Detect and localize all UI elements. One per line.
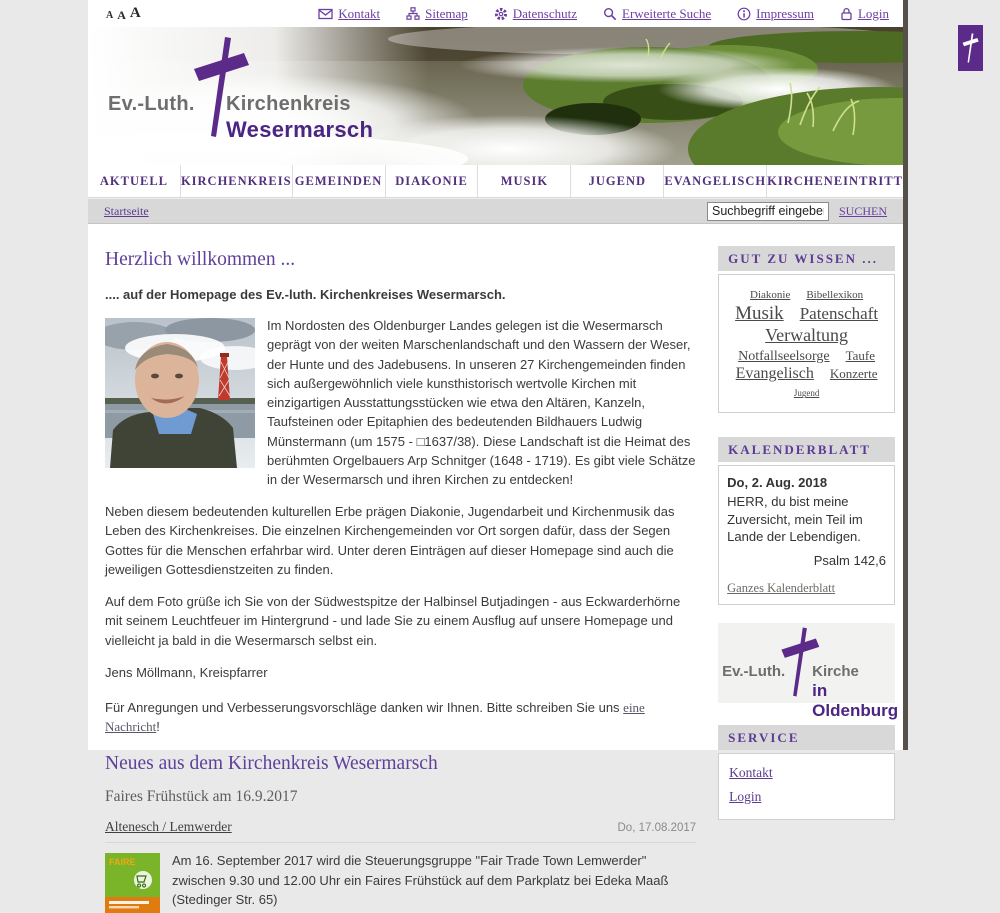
tag-diakonie[interactable]: Diakonie (750, 289, 791, 301)
oldenburg-logo[interactable] (718, 623, 899, 721)
gut-zu-wissen-widget (718, 246, 895, 413)
erweiterte-suche-link[interactable]: Erweiterte Suche (603, 6, 711, 22)
datenschutz-link[interactable]: Datenschutz (494, 6, 577, 22)
intro-paragraph-3: Auf dem Foto grüße ich Sie von der Südwestspitze der Halbinsel Butjadingen - aus Eckwarderhörne mit seinem Leuchtfeuer im Hintergrund - und lade Sie zu einem Ausflug auf unsere Homepage und vielleicht ja bald in die Wesermarsch selbst ein. (105, 594, 681, 648)
site-page (88, 0, 908, 907)
logo-prefix: Ev.-Luth. (108, 93, 195, 115)
service-widget (718, 725, 895, 819)
main-nav (88, 165, 903, 198)
kalenderblatt-verse: HERR, du bist meine Zuversicht, mein Teil im Lande der Lebendigen. (727, 494, 863, 545)
tag-jugend[interactable]: Jugend (793, 388, 820, 399)
site-logo[interactable] (106, 33, 386, 159)
gut-zu-wissen-title: GUT ZU WISSEN ... (718, 246, 895, 271)
news-item-meta (105, 817, 696, 843)
kalenderblatt-reference: Psalm 142,6 (813, 552, 886, 568)
font-size-large[interactable]: A (129, 5, 141, 21)
font-size-medium[interactable]: A (117, 8, 126, 22)
gear-icon (494, 7, 508, 21)
tag-patenschaft[interactable]: Patenschaft (799, 304, 879, 324)
sitemap-link[interactable]: Sitemap (406, 6, 468, 22)
lock-icon (840, 7, 853, 21)
right-sidebar (718, 246, 899, 913)
service-kontakt-link[interactable]: Kontakt (729, 765, 773, 781)
kalenderblatt-date: Do, 2. Aug. 2018 (727, 474, 828, 490)
tag-notfallseelsorge[interactable]: Notfallseelsorge (738, 348, 830, 364)
quick-access-badge[interactable] (958, 25, 983, 71)
nav-item-kircheneintritt[interactable]: KIRCHENEINTRITT (766, 165, 903, 197)
top-links (318, 6, 889, 22)
kalenderblatt-widget (718, 437, 895, 606)
nachricht-link[interactable]: eine Nachricht (105, 700, 645, 735)
content-area (88, 224, 903, 913)
font-size-small[interactable]: A (106, 10, 114, 21)
site-header (88, 27, 903, 165)
signature: Jens Möllmann, Kreispfarrer (105, 664, 268, 680)
tag-taufe[interactable]: Taufe (845, 347, 876, 363)
cross-icon (962, 32, 979, 64)
kontakt-link[interactable]: Kontakt (318, 6, 380, 22)
envelope-icon (318, 8, 333, 20)
info-icon (737, 7, 751, 21)
logo-line1: Kirchenkreis (226, 93, 351, 115)
news-item-headline: Faires Frühstück am 16.9.2017 (105, 788, 298, 806)
search-icon (603, 7, 617, 21)
tag-musik[interactable]: Musik (735, 303, 784, 325)
top-bar (88, 0, 903, 27)
tag-cloud (718, 274, 895, 413)
tag-bibellexikon[interactable]: Bibellexikon (806, 289, 864, 301)
oldenburg-logo-prefix: Ev.-Luth. (722, 663, 786, 681)
ganzes-kalenderblatt-link[interactable]: Ganzes Kalenderblatt (727, 580, 836, 595)
page-title: Herzlich willkommen ... (105, 249, 296, 270)
main-column (105, 246, 696, 913)
kreispfarrer-photo (105, 318, 255, 468)
nav-item-diakonie[interactable]: DIAKONIE (385, 165, 478, 197)
font-size-switcher (106, 6, 141, 21)
intro-paragraph-1: Im Nordosten des Oldenburger Landes gelegen ist die Wesermarsch geprägt von der weiten Marschenlandschaft und den Wassern der Weser, der Hunte und des Jadebusens. In unseren 27 Kirchengemeinden finden sich außergewöhnlich viele kunsthistorisch wertvolle Kirchen mit einzigartigen Ausstattungsstücken wie etwa den Altären, Kanzeln, Taufsteinen oder Epitaphien des bedeutenden Bildhauers Ludwig Münstermann (um 1575 - □1637/38). Diese Landschaft ist die Heimat des berühmten Orgelbauers Arp Schnitger (1648 - 1719). Es gibt viele Schätze in der Wesermarsch und ihren Kirchen zu entdecken! (267, 318, 696, 487)
impressum-link[interactable]: Impressum (737, 6, 814, 22)
service-title: SERVICE (718, 725, 895, 750)
news-date: Do, 17.08.2017 (617, 822, 697, 835)
nav-item-evangelisch[interactable]: EVANGELISCH (663, 165, 766, 197)
oldenburg-logo-line2: in Oldenburg (812, 681, 899, 721)
intro-paragraph-2: Neben diesem bedeutenden kulturellen Erbe prägen Diakonie, Jugendarbeit und Kirchenmusik das Leben des Kirchenkreises. Die einzelnen Kirchengemeinden vor Ort sorgen dafür, dass der Segen Gottes für die Menschen erfahrbar wird. Unter deren Einträgen auf dieser Homepage sind auch die jeweiligen Gottesdienstzeiten zu finden. (105, 504, 675, 577)
search-submit-link[interactable]: SUCHEN (838, 203, 887, 218)
breadcrumb-home-link[interactable]: Startseite (104, 203, 149, 218)
feedback-line: Für Anregungen und Verbesserungsvorschläge danken wir Ihnen. Bitte schreiben Sie uns eine Nachricht! (105, 700, 645, 735)
nav-item-aktuell[interactable]: AKTUELL (99, 173, 169, 188)
search-zone (707, 202, 887, 221)
login-link[interactable]: Login (840, 6, 889, 22)
tag-konzerte[interactable]: Konzerte (829, 366, 878, 382)
sitemap-icon (406, 7, 420, 20)
tag-verwaltung[interactable]: Verwaltung (765, 325, 849, 346)
welcome-subtitle: .... auf der Homepage des Ev.-luth. Kirchenkreises Wesermarsch. (105, 286, 506, 302)
svg-text:FAIRE: FAIRE (109, 857, 136, 868)
nav-item-kirchenkreis[interactable]: KIRCHENKREIS (180, 165, 292, 197)
news-teaser: Am 16. September 2017 wird die Steuerungsgruppe "Fair Trade Town Lemwerder" zwischen 9.30 und 12.00 Uhr ein Faires Frühstück auf dem Parkplatz bei Edeka Maaß (Stedinger Str. 65) (172, 853, 669, 907)
news-source-link[interactable]: Altenesch / Lemwerder (105, 819, 232, 835)
nav-item-jugend[interactable]: JUGEND (570, 165, 663, 197)
nav-item-musik[interactable]: MUSIK (477, 165, 570, 197)
search-input[interactable] (707, 202, 829, 221)
oldenburg-logo-line1: Kirche (812, 663, 859, 681)
news-section-title: Neues aus dem Kirchenkreis Wesermarsch (105, 752, 438, 774)
tag-evangelisch[interactable]: Evangelisch (735, 365, 814, 383)
news-thumbnail[interactable] (105, 853, 160, 913)
nav-item-gemeinden[interactable]: GEMEINDEN (292, 165, 385, 197)
service-login-link[interactable]: Login (729, 789, 762, 805)
kalenderblatt-title: KALENDERBLATT (718, 437, 895, 462)
logo-line2: Wesermarsch (226, 117, 374, 142)
breadcrumb-bar (88, 198, 903, 224)
news-item-body (105, 851, 696, 913)
